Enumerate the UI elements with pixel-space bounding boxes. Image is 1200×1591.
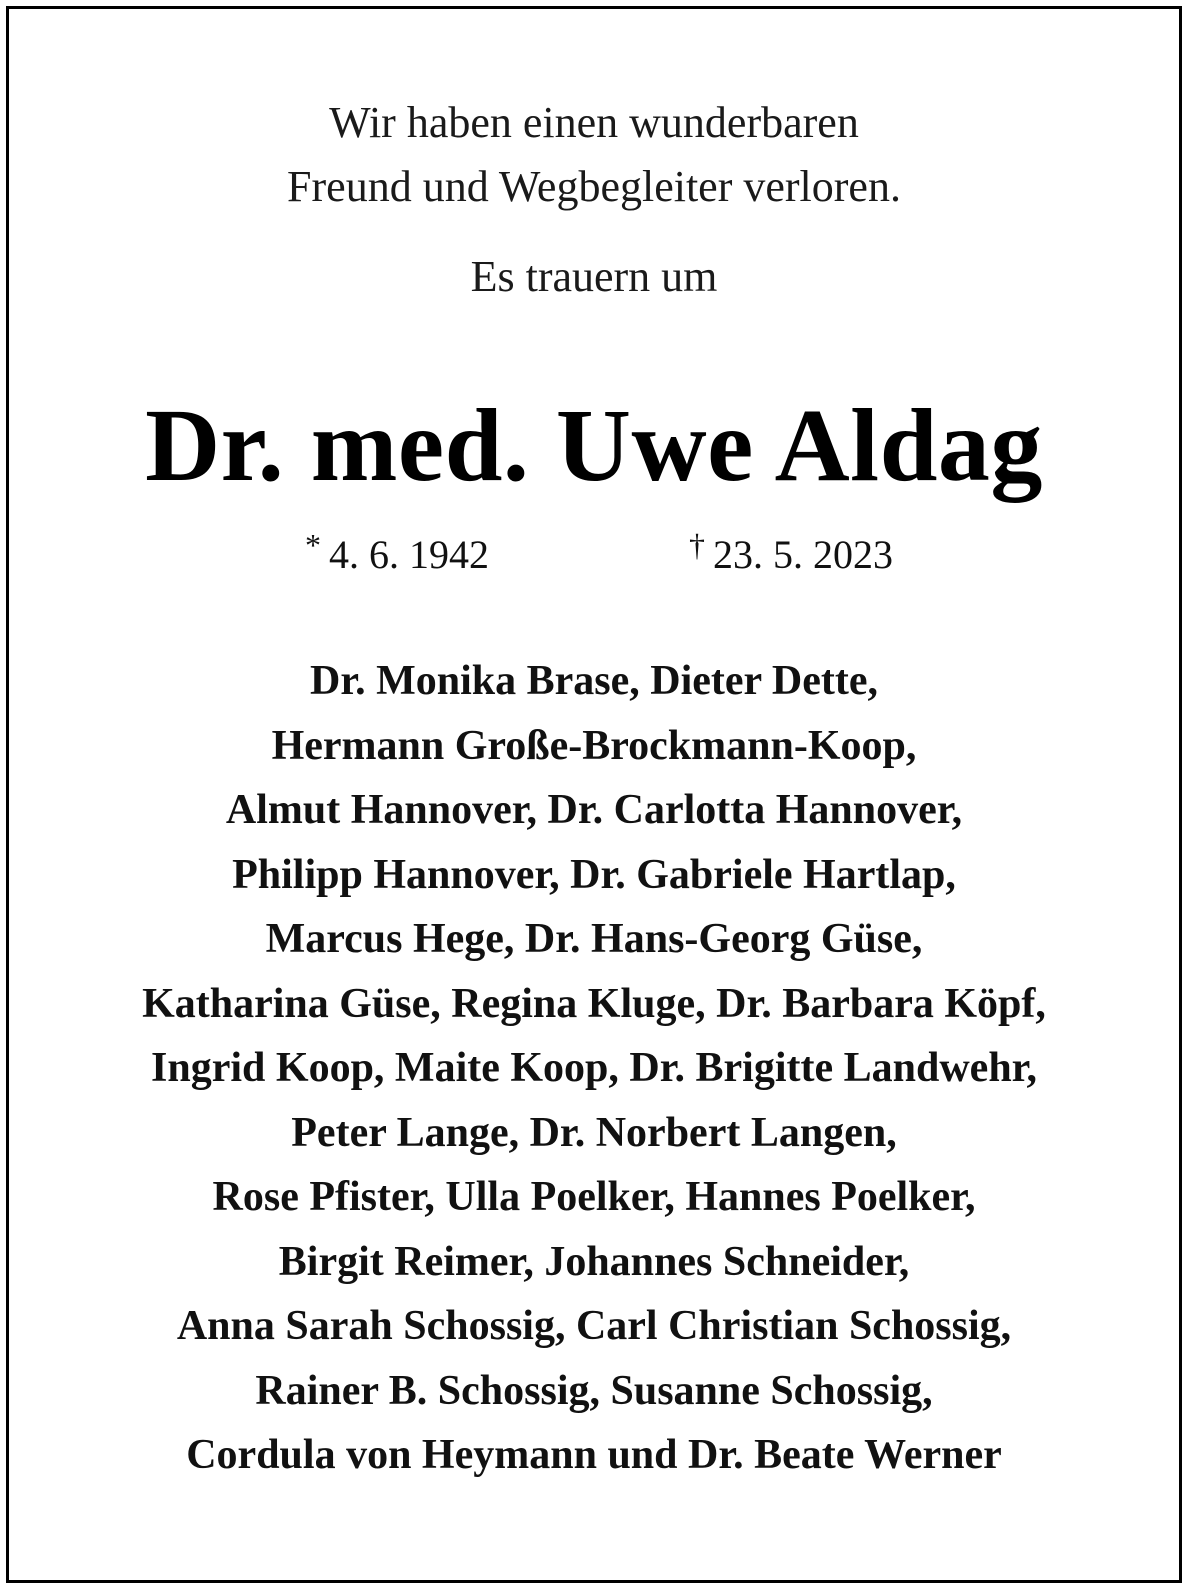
intro-line-2: Freund und Wegbegleiter verloren. (287, 162, 901, 211)
mourner-line: Dr. Monika Brase, Dieter Dette, (309, 658, 879, 704)
mourner-line: Ingrid Koop, Maite Koop, Dr. Brigitte Landwehr, (151, 1045, 1037, 1091)
death-cross-icon: † (689, 527, 705, 563)
death-date: 23. 5. 2023 (713, 532, 893, 577)
death-date-group (689, 527, 893, 585)
mourner-line: Rose Pfister, Ulla Poelker, Hannes Poelker, (212, 1174, 976, 1220)
mourn-line: Es trauern um (470, 252, 718, 301)
mourner-line: Anna Sarah Schossig, Carl Christian Schossig, (176, 1303, 1012, 1349)
mourner-line: Philipp Hannover, Dr. Gabriele Hartlap, (232, 851, 956, 898)
mourner-line: Katharina Güse, Regina Kluge, Dr. Barbara Köpf, (142, 980, 1046, 1027)
deceased-name: Dr. med. Uwe Aldag (145, 388, 1043, 503)
mourner-line: Almut Hannover, Dr. Carlotta Hannover, (225, 787, 963, 833)
mourners-list (9, 649, 1179, 1488)
mourner-line: Hermann Große-Brockmann-Koop, (271, 722, 917, 769)
mourner-line: Rainer B. Schossig, Susanne Schossig, (255, 1367, 933, 1414)
birth-star-icon: * (305, 527, 321, 563)
mourner-line: Peter Lange, Dr. Norbert Langen, (291, 1109, 897, 1156)
birth-date-group (305, 527, 489, 585)
life-dates (9, 521, 1179, 591)
birth-date: 4. 6. 1942 (329, 532, 489, 577)
mourner-line: Birgit Reimer, Johannes Schneider, (278, 1238, 910, 1285)
notice-frame (6, 6, 1182, 1583)
intro-line-1: Wir haben einen wunderbaren (329, 98, 859, 147)
mourner-line: Cordula von Heymann und Dr. Beate Werner (186, 1432, 1002, 1478)
mourner-line: Marcus Hege, Dr. Hans-Georg Güse, (265, 916, 923, 962)
